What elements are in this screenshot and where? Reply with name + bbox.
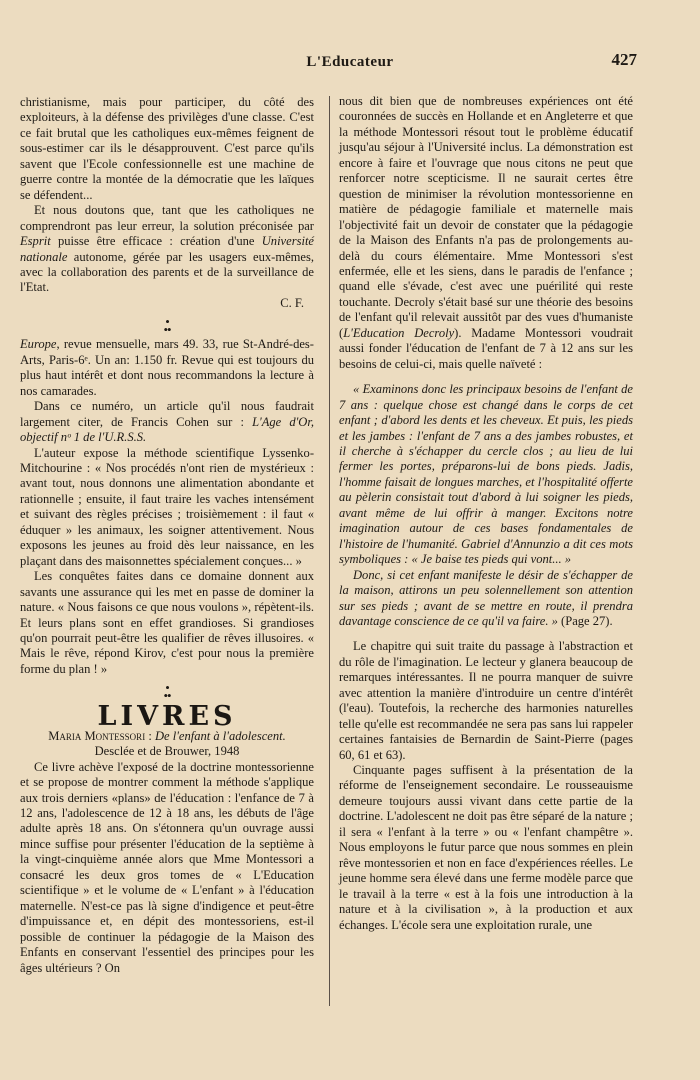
right-column xyxy=(339,94,633,933)
paragraph: Europe, revue mensuelle, mars 49. 33, rue St-André-des-Arts, Paris-6ᵉ. Un an: 1.150 fr. Revue qui est toujours du plus haut intérêt et dont nous recommandons la lecture à nos camarades. xyxy=(20,337,314,398)
paragraph: Ce livre achève l'exposé de la doctrine montessorienne et se propose de montrer comment la méthode s'applique aux trois derniers «plans» de l'éducation : l'enfance de 7 à 12 ans, l'adolescence de 12 à 18 ans, les débuts de l'âge adulte après 18 ans. On s'étonnera qu'un ouvrage aussi mince suffise pour présenter l'éducation de la septième à la vingt-cinquième année alors que Mme Montessori a consacré les deux gros tomes de « L'Education scientifique » et le volume de « L'enfant » à l'éducation maternelle. N'est-ce pas là signe d'indigence et peut-être d'impuissance et, en dépit des montessoriens, est-il possible de continuer la pédagogie de la Maison des Enfants en conservant l'essentiel des principes pour les âges ultérieurs ? On xyxy=(20,759,314,975)
running-header-title: L'Educateur xyxy=(306,54,394,70)
paragraph: christianisme, mais pour participer, du côté des exploiteurs, à la défense des privilèges d'une classe. C'est ce fait brutal que les catholiques eux-mêmes feignent de sous-estimer car ils le désapprouvent. C'est parce qu'ils savent que l'Ecole confessionnelle est une machine de guerre contre la montée de la démocratie que les laïques se défendent... xyxy=(20,95,314,202)
quotation: Donc, si cet enfant manifeste le désir de s'échapper de la maison, attirons un peu solennellement son attention sur ses pieds ; avant de se mettre en route, il prendra davantage conscience de ce qu'il va faire. » (Page 27). xyxy=(339,567,633,628)
book-author: Maria Montessori xyxy=(48,728,146,743)
column-divider xyxy=(329,96,330,1006)
paragraph: Dans ce numéro, un article qu'il nous faudrait largement citer, de Francis Cohen sur : L'Age d'Or, objectif nᵒ 1 de l'U.R.S.S. xyxy=(20,399,314,445)
section-separator-dots: • •• xyxy=(163,314,171,338)
section-separator-dots: • •• xyxy=(163,680,171,704)
paragraph: Les conquêtes faites dans ce domaine donnent aux savants une assurance qui les met en passe de dominer la nature. « Nous faisons ce que nous voulons », répètent-ils. Et leurs plans sont en effet grandioses. Si grandioses qu'on pourrait peut-être les qualifier de rêves illusoires. « Mais le rêve, répond Kirov, c'est pour nous la première forme du plan ! » xyxy=(20,569,314,676)
left-column xyxy=(20,95,314,976)
paragraph: Et nous doutons que, tant que les catholiques ne comprendront pas leur erreur, la solution préconisée par Esprit puisse être efficace : création d'une Université nationale autonome, gérée par les usagers eux-mêmes, avec la collaboration des parents et de la surveillance de l'Etat. xyxy=(20,203,314,295)
quotation: « Examinons donc les principaux besoins de l'enfant de 7 ans : quelque chose est changé dans le corps de cet enfant ; d'abord les dents et les cheveux. Et puis, les pieds et les jambes : l'enfant de 7 ans a des jambes robustes, et il cherche à s'échapper du cercle clos ; au lieu de lui fermer les portes, préparons-lui de bons pieds. Jadis, l'homme faisait de longues marches, et l'hospitalité offerte au pèlerin consistait tout d'abord à lui soigner les pieds, avant même de lui offrir à manger. Excitons notre imagination autour de ces bases fondamentales de l'histoire de l'humanité. Gabriel d'Annunzio a dit ces mots symboliques : « Je baise tes pieds qui vont... » xyxy=(339,382,633,567)
paragraph: Le chapitre qui suit traite du passage à l'abstraction et du rôle de l'imagination. Le lecteur y glanera beaucoup de remarques intéressantes. Il ne pourra manquer de suivre avec attention la manière d'introduire un centre d'intérêt (l'eau). Toutefois, la recherche des harmonies naturelles telle qu'elle est recommandée ne sera pas sans lui rappeler certaines fantaisies de Bernardin de Saint-Pierre (pages 60, 61 et 63). xyxy=(339,639,633,762)
book-title: De l'enfant à l'adolescent. xyxy=(154,728,286,743)
signature: C. F. xyxy=(280,295,304,310)
page-number: 427 xyxy=(611,50,637,69)
book-publisher: Desclée et de Brouwer, 1948 xyxy=(94,744,240,759)
paragraph: L'auteur expose la méthode scientifique Lyssenko-Mitchourine : « Nos procédés n'ont rien de mystérieux : avant tout, nous donnons une alimentation abondante et rationnelle ; ensuite, il faut traire les vaches intensément et suivant des règles précises ; troisièmement : il faut « éduquer » les animaux, les soigner attentivement. Nous exposons les jeunes au froid dès leur naissance, en les plaçant dans des maisonnettes spécialement conçues... » xyxy=(20,445,314,568)
paragraph: Cinquante pages suffisent à la présentation de la réforme de l'enseignement secondaire. Le rousseauisme demeure toujours aussi vivant dans cette partie de la doctrine. L'adolescent ne doit pas être séparé de la nature ; il sera « l'enfant à la terre » ou « l'enfant champêtre ». Nous employons le futur parce que nous sommes en plein rêve montessorien et non en face d'expériences réelles. Le jeune homme sera élevé dans une ferme modèle parce que le travail à la terre « est à la fois une introduction à la nature et à la civilisation », à la production et aux échanges. L'école sera une exploitation rurale, une xyxy=(339,763,633,932)
section-heading-livres: LIVRES xyxy=(97,701,237,733)
paragraph: nous dit bien que de nombreuses expériences ont été couronnées de succès en Hollande et en Angleterre et que la méthode Montessori résout tout le problème éducatif jusqu'au séjour à l'Université inclus. La démonstration est encore à faire et l'ouvrage que nous citons ne peut que renforcer notre scepticisme. Il ne saurait certes être question de minimiser la révolution montessorienne en matière de pédagogie familiale et maternelle mais l'objectivité fait un devoir de constater que la pédagogie de la Maison des Enfants n'a pas de prolongements au-delà du cours élémentaire. Mme Montessori s'est enfermée, elle et les siens, dans le paradis de l'enfance ; quand elle s'évade, c'est avec une puérilité qui reste touchante. Decroly s'était basé sur une théorie des besoins de l'enfant qu'il relevait aussitôt par des vues d'humaniste (L'Education Decroly). Madame Montessori voudrait aussi fonder l'éducation de l'enfant de 7 à 12 ans sur les besoins de celui-ci, mais quelle naïveté : xyxy=(339,94,633,371)
book-reference: Maria Montessori : De l'enfant à l'adolescent. Desclée et de Brouwer, 1948 xyxy=(48,728,286,759)
